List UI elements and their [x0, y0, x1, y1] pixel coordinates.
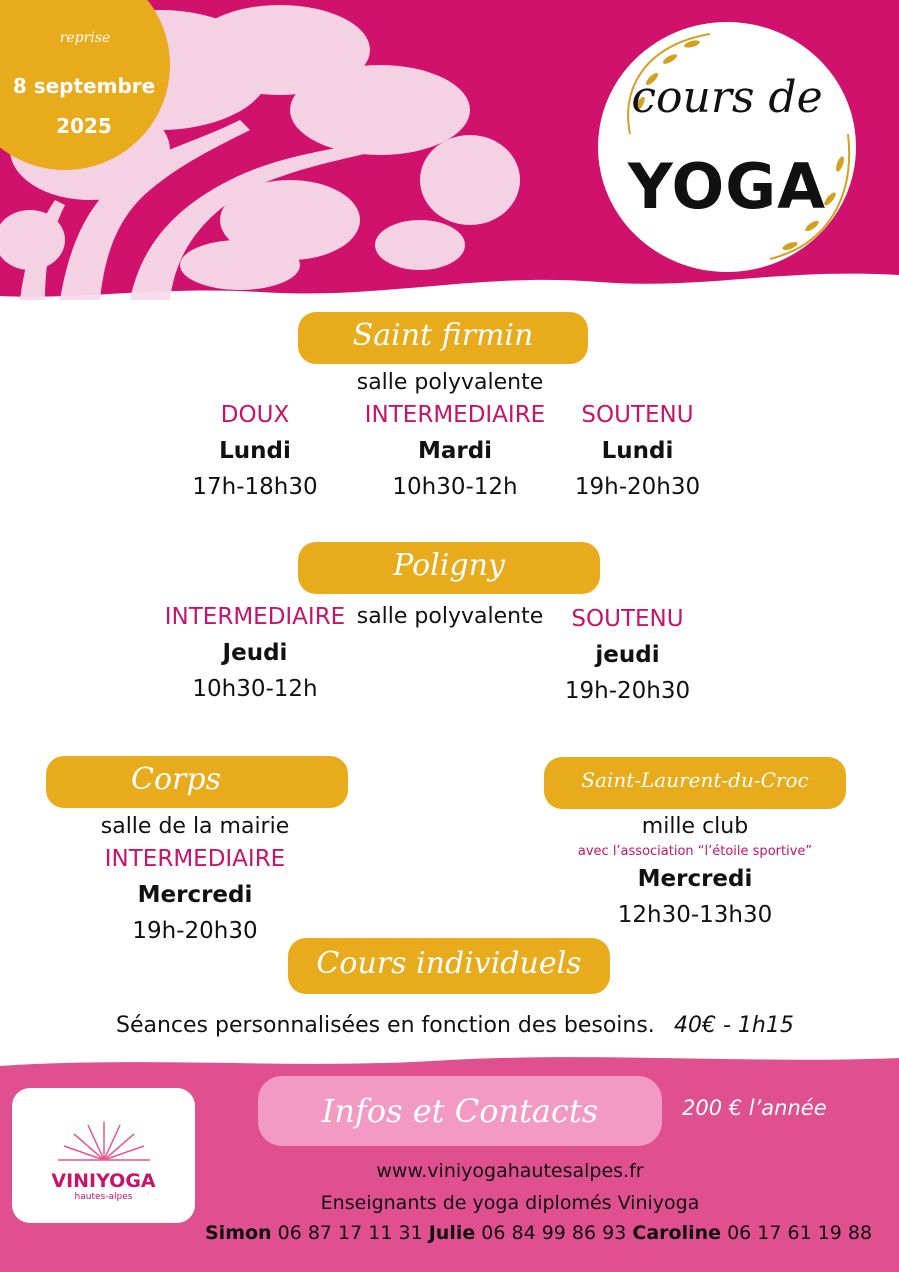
- poligny-venue: salle polyvalente: [356, 604, 544, 629]
- corps-day: Mercredi: [137, 882, 253, 908]
- poligny-day-2: jeudi: [595, 642, 660, 668]
- teachers-line: Enseignants de yoga diplomés Viniyoga: [320, 1192, 700, 1214]
- corps-title: Corps: [131, 762, 221, 797]
- laurel-wreath-icon: [590, 14, 866, 280]
- saint-laurent-day: Mercredi: [637, 866, 753, 892]
- poligny-day-1: Jeudi: [222, 640, 288, 666]
- saint-firmin-time-1: 17h-18h30: [192, 474, 318, 500]
- contact-list: [205, 1222, 873, 1244]
- contact-phone-simon[interactable]: 06 87 17 11 31: [277, 1222, 423, 1244]
- logo-hautes-alpes: hautes-alpes: [74, 1192, 133, 1202]
- saint-laurent-title: Saint-Laurent-du-Croc: [581, 768, 809, 792]
- saint-firmin-time-3: 19h-20h30: [574, 474, 701, 500]
- contact-phone-caroline[interactable]: 06 17 61 19 88: [727, 1222, 873, 1244]
- reprise-label: reprise: [59, 30, 111, 46]
- saint-laurent-note: avec l’association “l’étoile sportive”: [577, 844, 813, 859]
- contact-name-julie: Julie: [428, 1222, 476, 1244]
- saint-firmin-time-2: 10h30-12h: [392, 474, 518, 500]
- date-line-2: 2025: [56, 114, 112, 138]
- corps-venue: salle de la mairie: [100, 814, 290, 839]
- saint-firmin-title: Saint firmin: [352, 318, 534, 353]
- contact-name-simon: Simon: [205, 1222, 272, 1244]
- annual-price: 200 € l’année: [682, 1096, 827, 1120]
- logo-viniyoga: VINIYOGA: [51, 1170, 156, 1192]
- individuels-title: Cours individuels: [316, 946, 582, 981]
- date-line-1: 8 septembre: [12, 74, 156, 98]
- individuels-price: 40€ - 1h15: [674, 1013, 794, 1038]
- contact-name-caroline: Caroline: [632, 1222, 722, 1244]
- poligny-time-1: 10h30-12h: [192, 676, 318, 702]
- poligny-title: Poligny: [393, 548, 505, 583]
- website-link[interactable]: www.viniyogahautesalpes.fr: [376, 1160, 644, 1182]
- saint-firmin-day-1: Lundi: [219, 438, 291, 464]
- saint-laurent-time: 12h30-13h30: [617, 902, 773, 928]
- poligny-level-1: INTERMEDIAIRE: [164, 604, 346, 630]
- saint-laurent-venue: mille club: [641, 814, 749, 839]
- saint-firmin-day-2: Mardi: [417, 438, 493, 464]
- saint-firmin-level-3: SOUTENU: [581, 402, 694, 428]
- sunrise-icon: [58, 1116, 150, 1164]
- saint-firmin-level-1: DOUX: [220, 402, 290, 428]
- poligny-time-2: 19h-20h30: [564, 678, 691, 704]
- corps-time: 19h-20h30: [132, 918, 258, 944]
- contact-phone-julie[interactable]: 06 84 99 86 93: [481, 1222, 627, 1244]
- title-line-1: cours de: [631, 72, 823, 123]
- saint-firmin-level-2: INTERMEDIAIRE: [364, 402, 546, 428]
- corps-level: INTERMEDIAIRE: [104, 846, 286, 872]
- title-line-2: YOGA: [627, 150, 827, 223]
- poligny-level-2: SOUTENU: [571, 606, 684, 632]
- contacts-title: Infos et Contacts: [321, 1092, 599, 1130]
- saint-firmin-day-3: Lundi: [601, 438, 674, 464]
- individuels-description: Séances personnalisées en fonction des besoins.: [116, 1013, 655, 1038]
- saint-firmin-venue: salle polyvalente: [356, 370, 544, 395]
